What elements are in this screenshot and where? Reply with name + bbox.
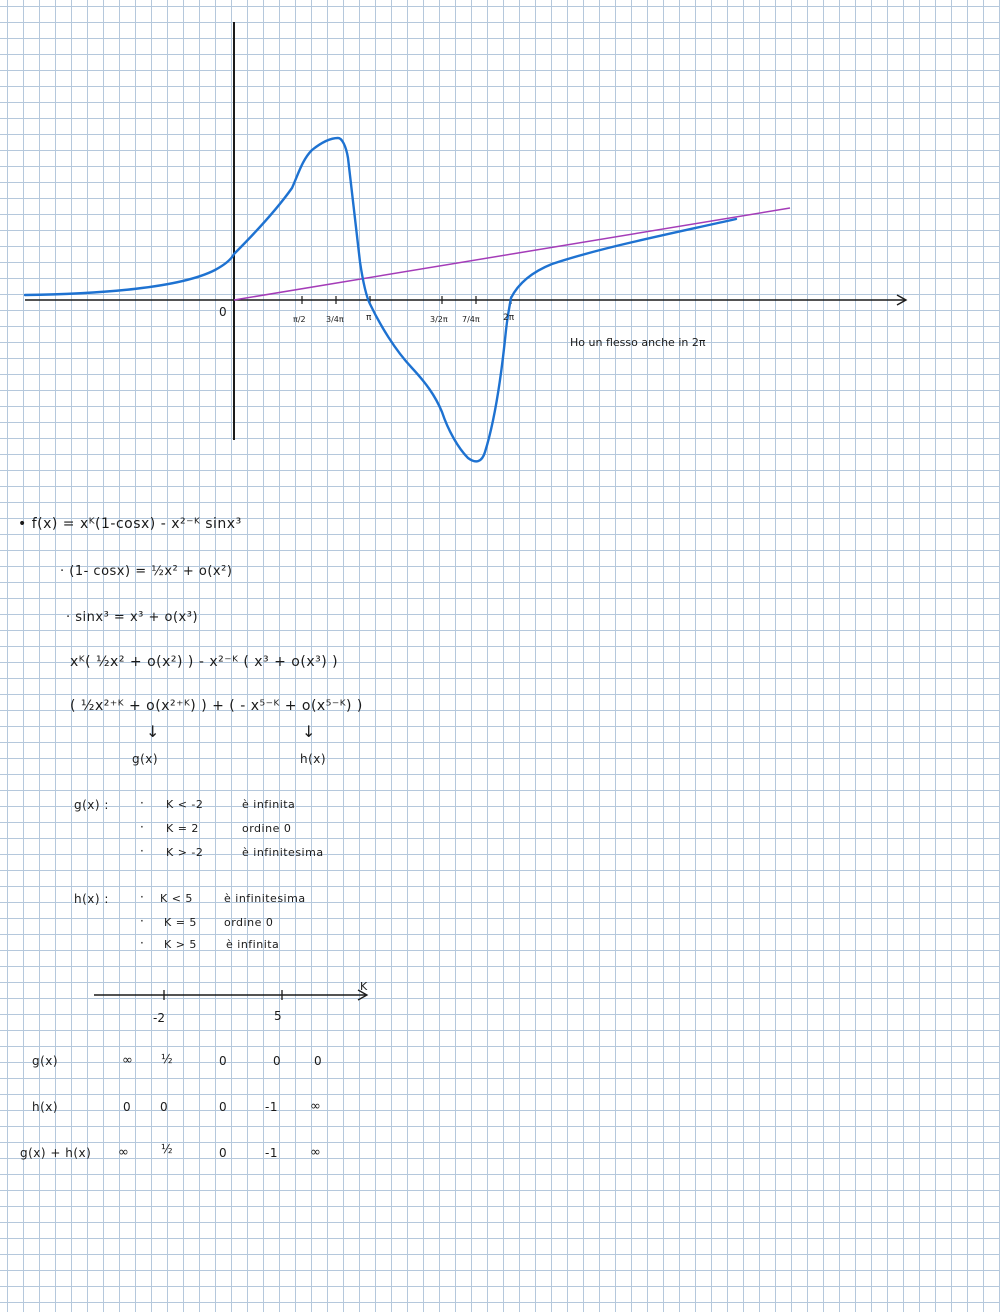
- tick-label-seven-quarters-pi: 7/4π: [462, 315, 480, 324]
- oblique-asymptote-line: [234, 208, 790, 300]
- tick-label-two-pi: 2π: [503, 313, 515, 323]
- split-line: ( ½x²⁺ᴷ + o(x²⁺ᴷ) ) + ( - x⁵⁻ᴷ + o(x⁵⁻ᴷ) ): [70, 698, 363, 714]
- h-case-bullet: ·: [140, 936, 145, 950]
- g-arrow-icon: ↓: [146, 722, 160, 741]
- g-case-condition: K > -2: [166, 846, 204, 859]
- table-cell: ∞: [310, 1145, 322, 1160]
- table-cell: 0: [123, 1100, 132, 1114]
- substitution-line: xᴷ( ½x² + o(x²) ) - x²⁻ᴷ ( x³ + o(x³) ): [70, 654, 339, 670]
- table-cell: -1: [265, 1146, 278, 1160]
- g-case-result: è infinitesima: [242, 846, 324, 859]
- sin-expansion: · sinx³ = x³ + o(x³): [66, 610, 199, 625]
- tick-label-three-quarters-pi: 3/4π: [326, 315, 344, 324]
- table-cell: ½: [161, 1052, 174, 1066]
- tick-label-pi-half: π/2: [293, 315, 306, 324]
- k-tick-label: -2: [153, 1011, 165, 1025]
- h-arrow-icon: ↓: [302, 722, 316, 741]
- h-case-condition: K < 5: [160, 892, 193, 905]
- f-definition: • f(x) = xᴷ(1-cosx) - x²⁻ᴷ sinx³: [18, 516, 242, 532]
- k-tick-label: 5: [274, 1009, 282, 1023]
- cos-expansion: · (1- cosx) = ½x² + o(x²): [60, 564, 233, 579]
- table-cell: 0: [160, 1100, 169, 1114]
- table-cell: -1: [265, 1100, 278, 1114]
- table-cell: ∞: [310, 1099, 322, 1114]
- tick-label-pi: π: [366, 313, 372, 323]
- table-cell: 0: [273, 1054, 282, 1068]
- k-axis-label: K: [360, 980, 368, 993]
- table-row-label: h(x): [32, 1100, 59, 1114]
- tick-label-three-halves-pi: 3/2π: [430, 315, 448, 324]
- table-cell: 0: [219, 1054, 228, 1068]
- table-row-label: g(x) + h(x): [20, 1146, 92, 1160]
- table-cell: 0: [219, 1100, 228, 1114]
- h-case-result: è infinitesima: [224, 892, 306, 905]
- table-row-label: g(x): [32, 1054, 59, 1068]
- h-case-bullet: ·: [140, 890, 145, 904]
- table-cell: 0: [219, 1146, 228, 1160]
- table-cell: ∞: [118, 1145, 130, 1160]
- k-axis-arrow-icon: [358, 990, 367, 1000]
- g-case-result: è infinita: [242, 798, 296, 811]
- g-case-bullet: ·: [140, 796, 145, 810]
- table-cell: ½: [161, 1142, 174, 1156]
- g-case-bullet: ·: [140, 820, 145, 834]
- inflection-note: Ho un flesso anche in 2π: [570, 336, 706, 349]
- h-case-condition: K = 5: [164, 916, 197, 929]
- g-label: g(x): [132, 752, 159, 766]
- h-case-bullet: ·: [140, 914, 145, 928]
- table-cell: ∞: [122, 1053, 134, 1068]
- table-cell: 0: [314, 1054, 323, 1068]
- h-label: h(x): [300, 752, 327, 766]
- h-case-result: ordine 0: [224, 916, 274, 929]
- h-case-condition: K > 5: [164, 938, 197, 951]
- h-cases-label: h(x) :: [74, 892, 109, 906]
- function-graph: [0, 0, 1000, 480]
- g-case-condition: K < -2: [166, 798, 204, 811]
- origin-label: 0: [219, 305, 227, 319]
- h-case-result: è infinita: [226, 938, 280, 951]
- g-case-bullet: ·: [140, 844, 145, 858]
- g-case-result: ordine 0: [242, 822, 292, 835]
- g-cases-label: g(x) :: [74, 798, 109, 812]
- g-case-condition: K = 2: [166, 822, 199, 835]
